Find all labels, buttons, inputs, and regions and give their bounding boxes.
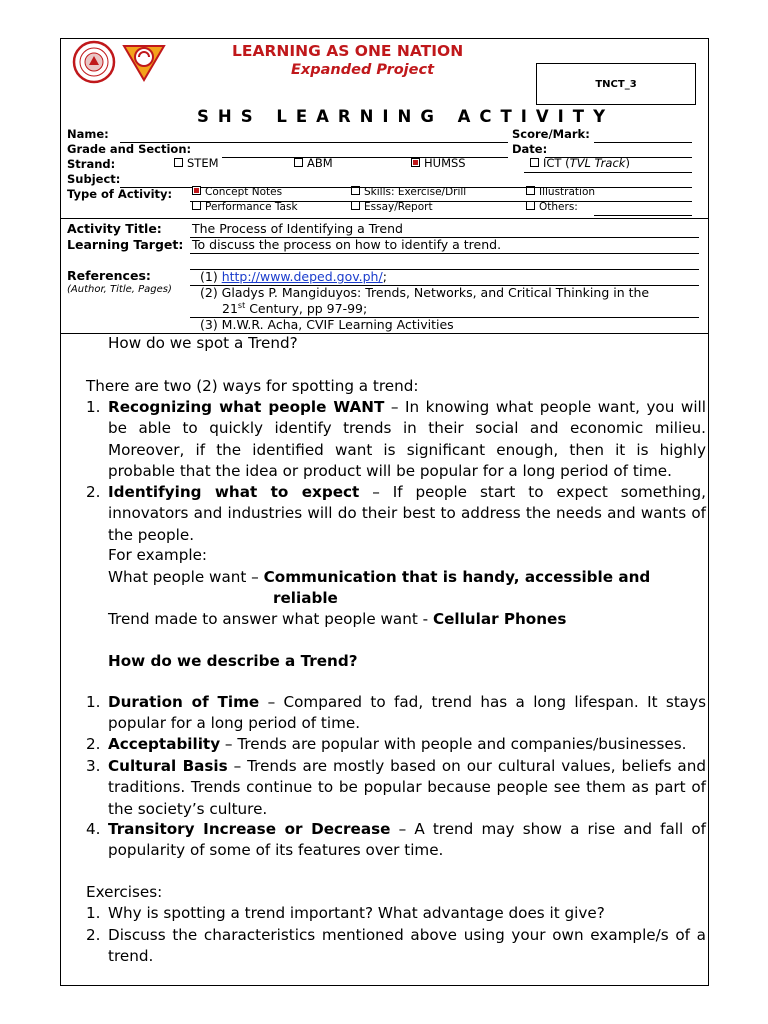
performance-task-checkbox[interactable] bbox=[192, 201, 201, 210]
describe-question: How do we describe a Trend? bbox=[108, 652, 358, 670]
e2-item: Discuss the characteristics mentioned above using your own example/s of a trend. bbox=[108, 926, 706, 966]
humss-checkbox[interactable] bbox=[411, 158, 420, 167]
type-essay-report[interactable]: Essay/Report bbox=[351, 201, 433, 213]
illustration-checkbox[interactable] bbox=[526, 186, 535, 195]
reference-1: (1) http://www.deped.gov.ph/; bbox=[200, 269, 387, 284]
want-line-2: reliable bbox=[273, 589, 338, 607]
ict-checkbox[interactable] bbox=[530, 158, 539, 167]
e1-number: 1. bbox=[86, 904, 101, 922]
reference-3: (3) M.W.R. Acha, CVIF Learning Activities bbox=[200, 317, 454, 332]
abm-checkbox[interactable] bbox=[294, 158, 303, 167]
d3-number: 3. bbox=[86, 757, 101, 775]
others-line[interactable] bbox=[594, 215, 692, 216]
skills-checkbox[interactable] bbox=[351, 186, 360, 195]
learning-target-value: To discuss the process on how to identify a trend. bbox=[192, 237, 502, 252]
d3-item: Cultural Basis – Trends are mostly based on our cultural values, beliefs and traditions. Trends continue to be popular because people see them as part of the society’s culture. bbox=[108, 757, 706, 818]
type-of-activity-label: Type of Activity: bbox=[67, 187, 173, 201]
exercises-label: Exercises: bbox=[86, 883, 163, 901]
trend-line: Trend made to answer what people want - Cellular Phones bbox=[108, 610, 567, 628]
d4-number: 4. bbox=[86, 820, 101, 838]
date-label: Date: bbox=[512, 142, 548, 156]
d1-number: 1. bbox=[86, 693, 101, 711]
d2-item: Acceptability – Trends are popular with people and companies/businesses. bbox=[108, 735, 687, 753]
strand-abm[interactable]: ABM bbox=[294, 156, 333, 170]
ict-line bbox=[524, 172, 692, 173]
d1-item: Duration of Time – Compared to fad, trend has a long lifespan. It stays popular for a long period of time. bbox=[108, 693, 706, 733]
learning-target-label: Learning Target: bbox=[67, 237, 184, 252]
others-checkbox[interactable] bbox=[526, 201, 535, 210]
subject-label: Subject: bbox=[67, 172, 121, 186]
type-performance-task[interactable]: Performance Task bbox=[192, 201, 298, 213]
reference-2-line2: 21st Century, pp 97-99; bbox=[222, 301, 368, 317]
d2-number: 2. bbox=[86, 735, 101, 753]
spot2-number: 2. bbox=[86, 483, 101, 501]
type-others[interactable]: Others: bbox=[526, 201, 578, 213]
cvif-logo bbox=[120, 42, 168, 82]
strand-humss[interactable]: HUMSS bbox=[411, 156, 466, 170]
d4-item: Transitory Increase or Decrease – A trend may show a rise and fall of popularity of some of its features over time. bbox=[108, 820, 706, 860]
spot1-item: Recognizing what people WANT – In knowing what people want, you will be able to quickly identify trends in their social and economic milieu. Moreover, if the identified want is significant enough, then it is highly probable that the idea or product will be popular for a long period of time. bbox=[108, 398, 706, 480]
example-label: For example: bbox=[108, 546, 208, 564]
spot2-item: Identifying what to expect – If people start to expect something, innovators and industries will do their best to address the needs and wants of the people. bbox=[108, 483, 707, 544]
grade-section-label: Grade and Section: bbox=[67, 142, 192, 156]
spot1-number: 1. bbox=[86, 398, 101, 416]
learning-target-line bbox=[190, 253, 699, 254]
essay-report-checkbox[interactable] bbox=[351, 201, 360, 210]
strand-ict[interactable]: ICT (TVL Track) bbox=[530, 156, 630, 170]
activity-heading: SHS LEARNING ACTIVITY bbox=[197, 107, 615, 126]
score-label: Score/Mark: bbox=[512, 127, 590, 141]
activity-code: TNCT_3 bbox=[595, 78, 637, 90]
activity-title-label: Activity Title: bbox=[67, 221, 162, 236]
section-divider bbox=[60, 218, 709, 219]
e1-item: Why is spotting a trend important? What advantage does it give? bbox=[108, 904, 605, 922]
e2-number: 2. bbox=[86, 926, 101, 944]
school-seal-logo bbox=[69, 40, 119, 84]
concept-notes-checkbox[interactable] bbox=[192, 186, 201, 195]
activity-code-box bbox=[536, 63, 696, 105]
strand-label: Strand: bbox=[67, 157, 116, 171]
reference-2-line1: (2) Gladys P. Mangiduyos: Trends, Networks, and Critical Thinking in the bbox=[200, 285, 650, 300]
strand-stem[interactable]: STEM bbox=[174, 156, 219, 170]
score-line[interactable] bbox=[594, 142, 692, 143]
want-line: What people want – Communication that is handy, accessible and bbox=[108, 568, 651, 586]
activity-title-value: The Process of Identifying a Trend bbox=[192, 221, 403, 236]
header-title: LEARNING AS ONE NATION bbox=[232, 42, 464, 60]
references-label: References: bbox=[67, 268, 151, 283]
type-skills[interactable]: Skills: Exercise/Drill bbox=[351, 186, 466, 198]
name-label: Name: bbox=[67, 127, 109, 141]
spot-question: How do we spot a Trend? bbox=[108, 334, 298, 352]
spot-intro: There are two (2) ways for spotting a trend: bbox=[86, 377, 419, 395]
deped-link[interactable]: http://www.deped.gov.ph/ bbox=[221, 269, 383, 284]
stem-checkbox[interactable] bbox=[174, 158, 183, 167]
type-illustration[interactable]: Illustration bbox=[526, 186, 595, 198]
references-note: (Author, Title, Pages) bbox=[67, 284, 172, 295]
type-concept-notes[interactable]: Concept Notes bbox=[192, 186, 282, 198]
header-subtitle: Expanded Project bbox=[291, 62, 435, 78]
